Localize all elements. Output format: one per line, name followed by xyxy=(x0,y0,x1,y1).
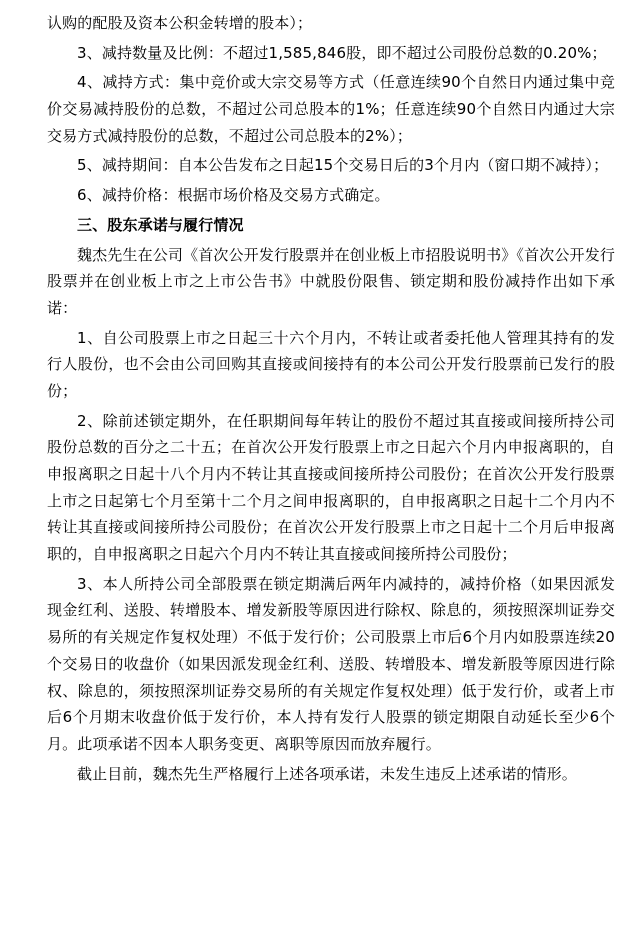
list-item: 6、减持价格：根据市场价格及交易方式确定。 xyxy=(77,186,390,205)
list-item: 4、减持方式：集中竞价或大宗交易等方式（任意连续90个自然日内通过集中竞价交易减持股份的总数，不超过公司总股本的1%；任意连续90个自然日内通过大宗交易方式减持股份的总数，不超过公司总股本的2%）； xyxy=(47,73,615,145)
commitment-item: 1、自公司股票上市之日起三十六个月内，不转让或者委托他人管理其持有的发行人股份，也不会由公司回购其直接或间接持有的本公司公开发行股票前已发行的股份； xyxy=(47,328,615,400)
continuation-line: 认购的配股及资本公积金转增的股本）； xyxy=(47,14,313,32)
commitment-item: 3、本人所持公司全部股票在锁定期满后两年内减持的，减持价格（如果因派发现金红利、送股、转增股本、增发新股等原因进行除权、除息的，须按照深圳证券交易所的有关规定作复权处理）不低于发行价；公司股票上市后6个月内如股票连续20个交易日的收盘价（如果因派发现金红利、送股、转增股本、增发新股等原因进行除权、除息的，须按照深圳证券交易所的有关规定作复权处理）低于发行价，或者上市后6个月期末收盘价低于发行价，本人持有发行人股票的锁定期限自动延长至少6个月。此项承诺不因本人职务变更、离职等原因而放弃履行。 xyxy=(47,574,615,753)
commitment-item: 2、除前述锁定期外，在任职期间每年转让的股份不超过其直接或间接所持公司股份总数的百分之二十五；在首次公开发行股票上市之日起六个月内申报离职的，自申报离职之日起十八个月内不转让其直接或间接所持公司股份；在首次公开发行股票上市之日起第七个月至第十二个月之间申报离职的，自申报离职之日起十二个月内不转让其直接或间接所持公司股份；在首次公开发行股票上市之日起十二个月后申报离职的，自申报离职之日起六个月内不转让其直接或间接所持公司股份； xyxy=(47,411,615,564)
list-item: 5、减持期间：自本公告发布之日起15个交易日后的3个月内（窗口期不减持）； xyxy=(77,156,609,175)
conclusion-paragraph: 截止目前，魏杰先生严格履行上述各项承诺，未发生违反上述承诺的情形。 xyxy=(77,764,577,783)
intro-paragraph: 魏杰先生在公司《首次公开发行股票并在创业板上市招股说明书》《首次公开发行股票并在创业板上市之上市公告书》中就股份限售、锁定期和股份减持作出如下承诺： xyxy=(47,245,615,317)
section-heading: 三、股东承诺与履行情况 xyxy=(77,215,244,234)
list-item: 3、减持数量及比例：不超过1,585,846股，即不超过公司股份总数的0.20%； xyxy=(77,43,607,62)
